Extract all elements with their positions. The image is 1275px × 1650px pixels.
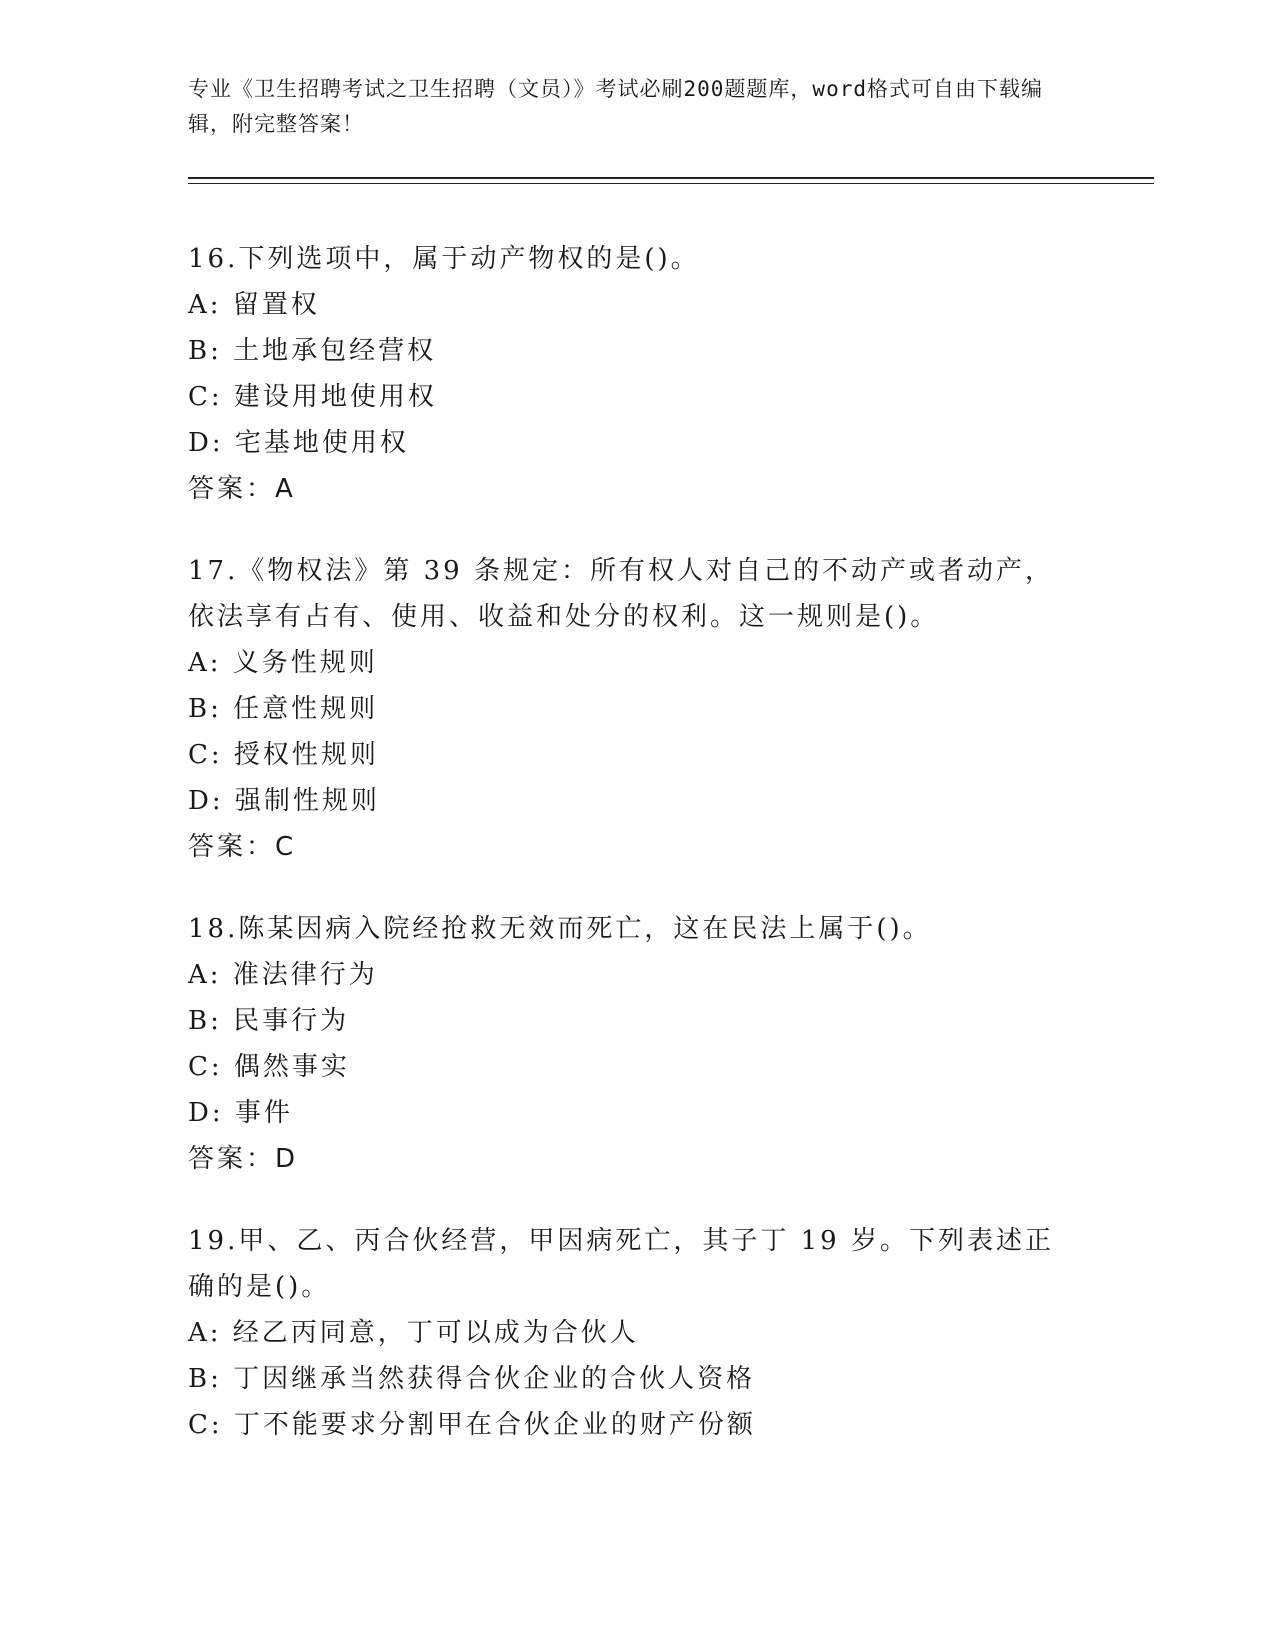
option-d: D: 强制性规则: [188, 786, 380, 816]
option-d: D: 宅基地使用权: [188, 428, 409, 458]
option-c: C: 偶然事实: [188, 1052, 350, 1082]
answer: 答案：C: [188, 832, 297, 862]
answer: 答案：D: [188, 1144, 299, 1174]
option-c: C: 丁不能要求分割甲在合伙企业的财产份额: [188, 1410, 756, 1440]
question-16: [188, 236, 1068, 512]
header-divider-thin: [188, 183, 1154, 184]
option-c: C: 建设用地使用权: [188, 382, 437, 412]
option-b: B: 土地承包经营权: [188, 336, 437, 366]
question-19: [188, 1218, 1068, 1448]
option-a: A: 留置权: [188, 290, 320, 320]
option-b: B: 任意性规则: [188, 694, 379, 724]
option-d: D: 事件: [188, 1098, 293, 1128]
document-header: 专业《卫生招聘考试之卫生招聘（文员）》考试必刷200题题库，word格式可自由下载编辑，附完整答案！: [188, 77, 1043, 136]
question-18: [188, 906, 1068, 1182]
question-17: [188, 548, 1068, 870]
question-title: 18.陈某因病入院经抢救无效而死亡，这在民法上属于()。: [188, 914, 932, 944]
question-title: 16.下列选项中，属于动产物权的是()。: [188, 244, 700, 274]
option-b: B: 丁因继承当然获得合伙企业的合伙人资格: [188, 1364, 756, 1394]
option-b: B: 民事行为: [188, 1006, 350, 1036]
option-a: A: 义务性规则: [188, 648, 378, 678]
option-a: A: 经乙丙同意，丁可以成为合伙人: [188, 1318, 639, 1348]
question-list: [188, 236, 1068, 1484]
option-c: C: 授权性规则: [188, 740, 379, 770]
question-title: 17.《物权法》第 39 条规定：所有权人对自己的不动产或者动产，依法享有占有、使用、收益和处分的权利。这一规则是()。: [188, 556, 1054, 632]
answer: 答案：A: [188, 474, 296, 504]
option-a: A: 准法律行为: [188, 960, 378, 990]
question-title: 19.甲、乙、丙合伙经营，甲因病死亡，其子丁 19 岁。下列表述正确的是()。: [188, 1226, 1054, 1302]
header-divider: [188, 177, 1154, 179]
